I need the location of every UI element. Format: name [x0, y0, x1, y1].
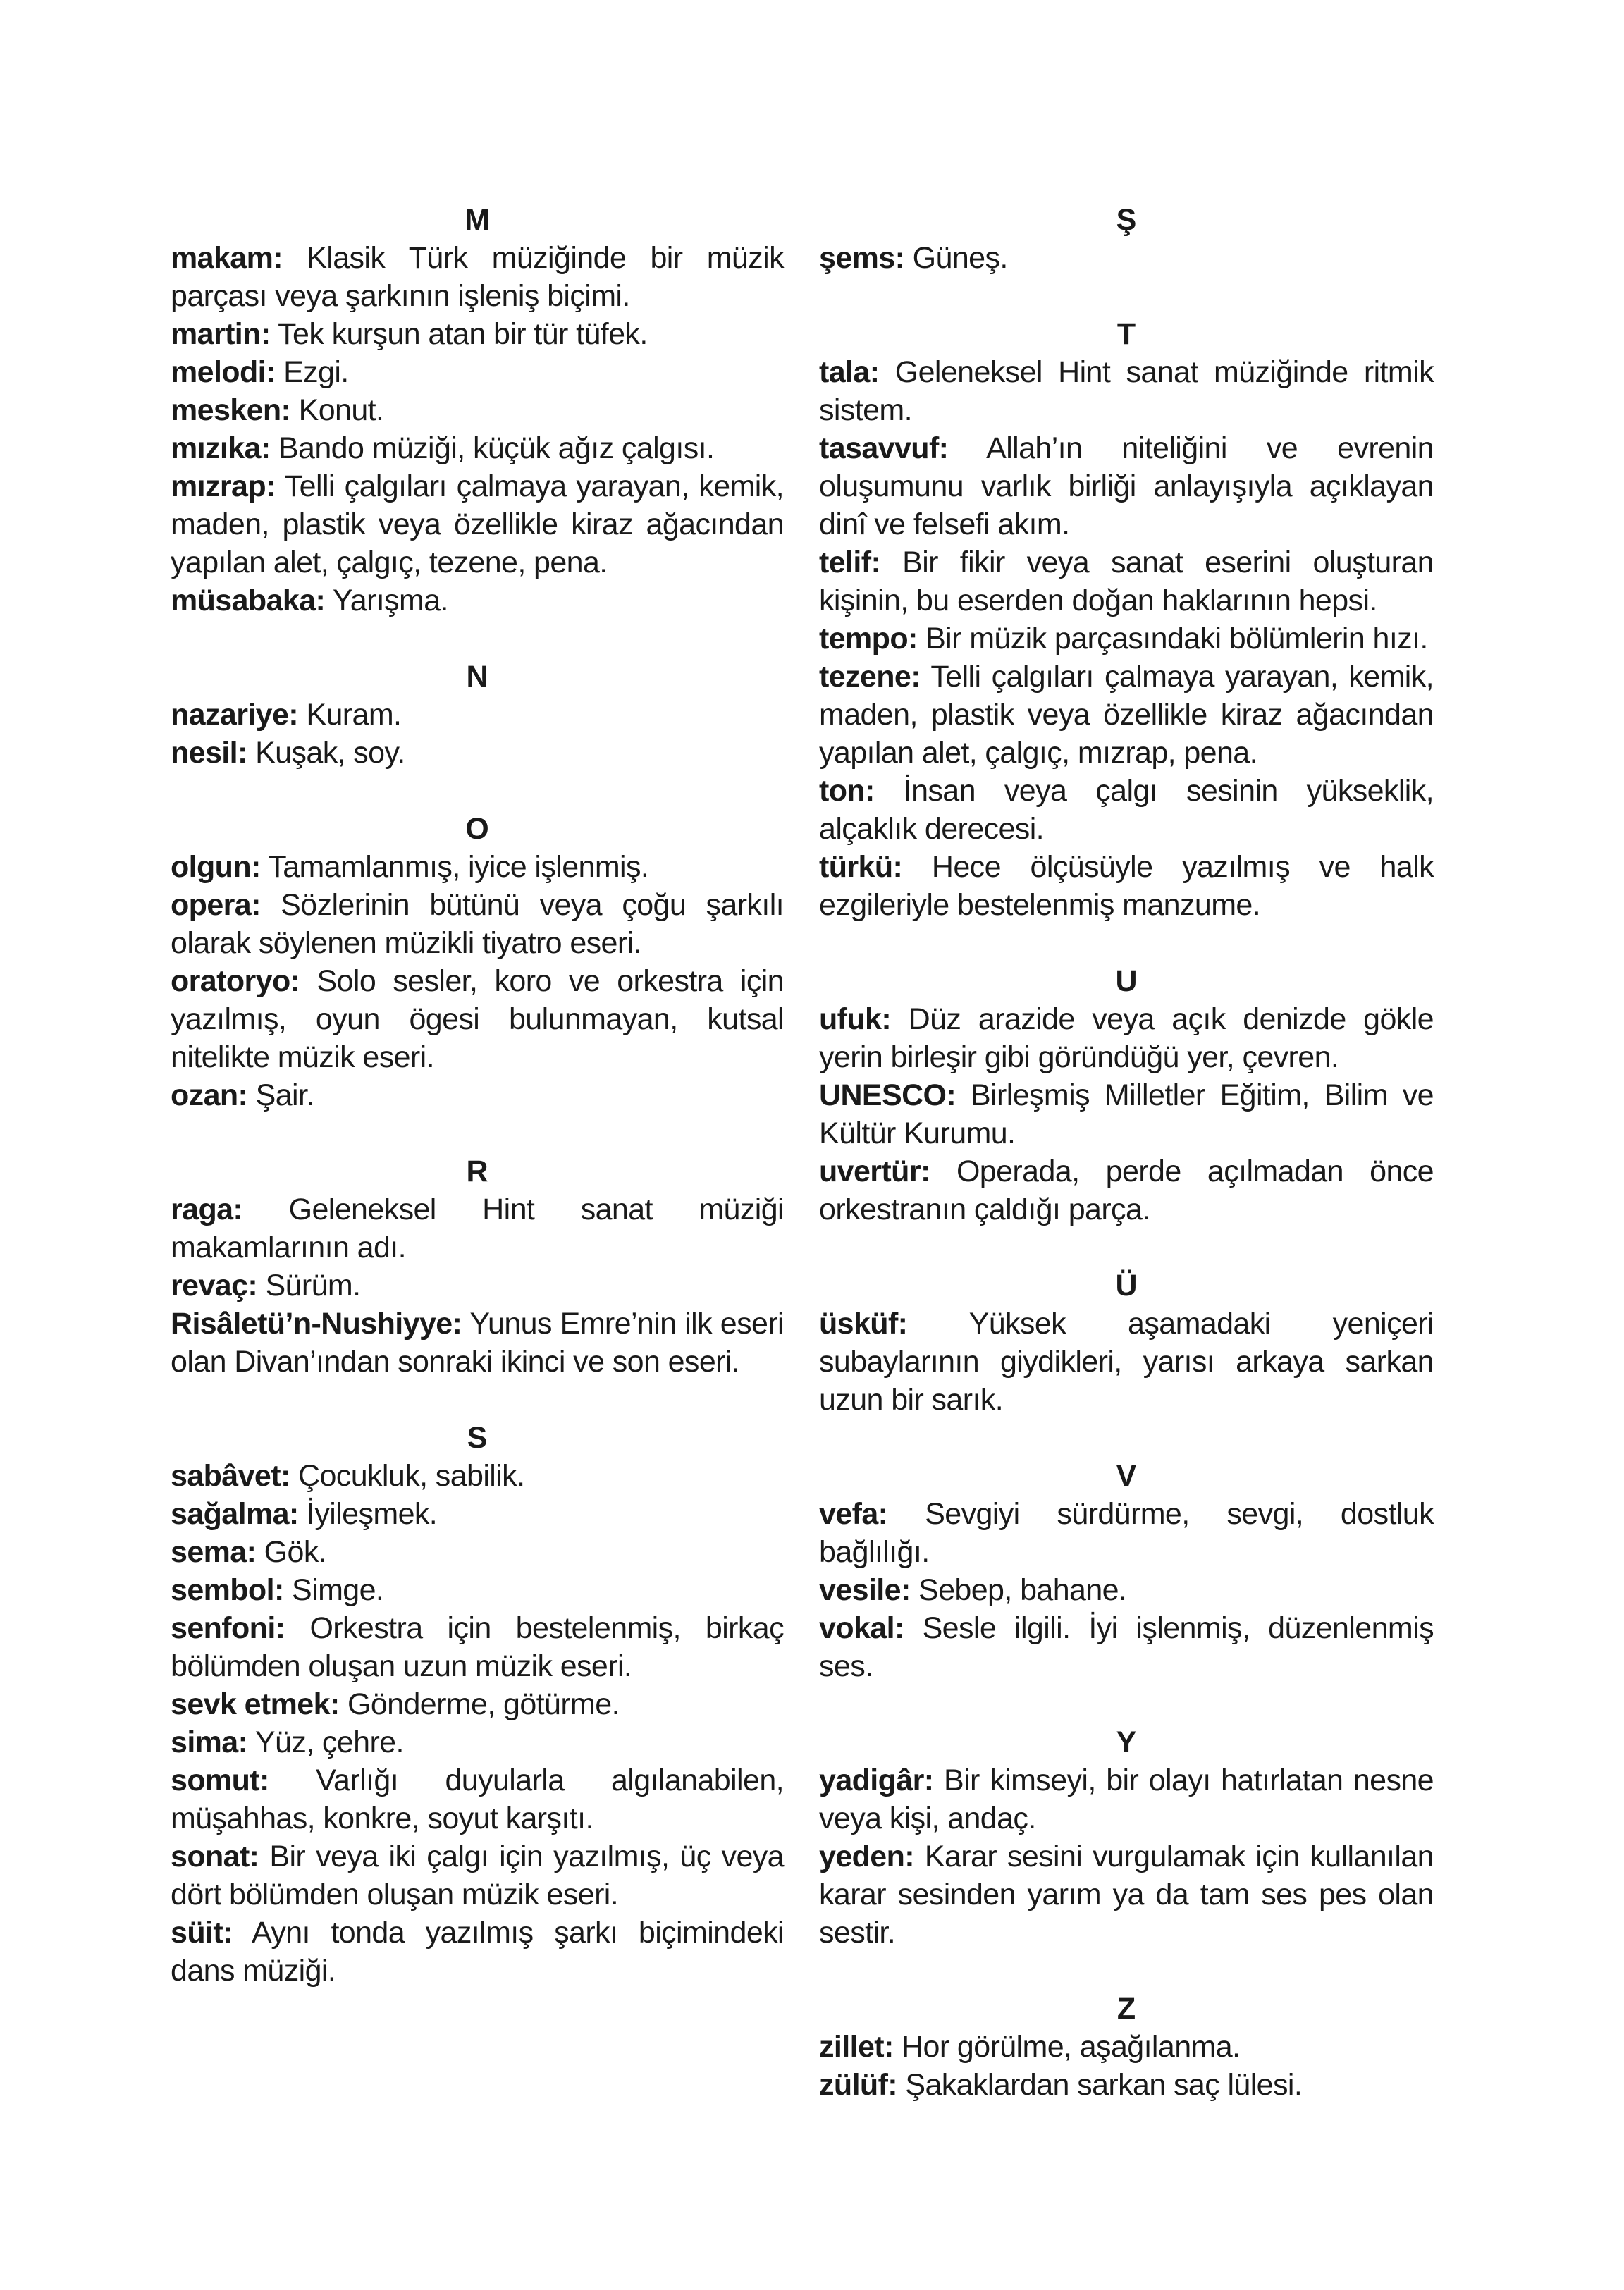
- glossary-definition: Simge.: [292, 1573, 384, 1607]
- glossary-term: vefa:: [819, 1497, 888, 1531]
- glossary-term: sonat:: [171, 1840, 259, 1873]
- glossary-entry: [819, 1571, 1434, 1609]
- glossary-section: [171, 1419, 784, 1990]
- glossary-definition: Operada, perde açılmadan önce orkestranın çaldığı parça.: [819, 1155, 1434, 1226]
- section-spacer: [171, 1114, 784, 1152]
- glossary-section: [819, 1267, 1434, 1419]
- section-letter-heading: O: [465, 812, 489, 846]
- glossary-section: [171, 1152, 784, 1381]
- glossary-entry: [171, 353, 784, 391]
- glossary-definition: Güneş.: [912, 241, 1008, 275]
- glossary-definition: Yunus Emre’nin ilk eseri olan Divan’ından sonraki ikinci ve son eseri.: [171, 1307, 784, 1379]
- glossary-entry: [171, 391, 784, 429]
- glossary-definition: Sesle ilgili. İyi işlenmiş, düzenlenmiş ses.: [819, 1611, 1434, 1683]
- glossary-term: olgun:: [171, 850, 261, 884]
- glossary-section: [819, 1723, 1434, 1952]
- glossary-term: tasavvuf:: [819, 431, 949, 465]
- glossary-definition: Telli çalgıları çalmaya yarayan, kemik, maden, plastik veya özellikle kiraz ağacından yapılan alet, çalgıç, tezene, pena.: [171, 469, 784, 579]
- glossary-entry: [171, 315, 784, 353]
- glossary-term: şems:: [819, 241, 905, 275]
- glossary-term: türkü:: [819, 850, 903, 884]
- glossary-term: telif:: [819, 546, 881, 579]
- glossary-entry: [171, 696, 784, 734]
- glossary-definition: Konut.: [298, 393, 384, 427]
- glossary-entry: [819, 1305, 1434, 1419]
- glossary-definition: İyileşmek.: [306, 1497, 438, 1531]
- glossary-entry: [819, 2028, 1434, 2066]
- glossary-term: sema:: [171, 1535, 257, 1569]
- glossary-entry: [819, 1837, 1434, 1952]
- glossary-definition: Allah’ın niteliğini ve evrenin oluşumunu varlık birliği anlayışıyla açıklayan dinî ve felsefi akım.: [819, 431, 1434, 541]
- glossary-term: ton:: [819, 774, 875, 808]
- glossary-definition: Düz arazide veya açık denizde gökle yerin birleşir gibi göründüğü yer, çevren.: [819, 1002, 1434, 1074]
- glossary-entry: [171, 581, 784, 620]
- glossary-entry: [171, 1457, 784, 1495]
- section-letter-heading: R: [466, 1155, 488, 1188]
- section-spacer: [171, 620, 784, 658]
- section-spacer: [819, 1952, 1434, 1990]
- glossary-definition: Orkestra için bestelenmiş, birkaç bölümden oluşan uzun müzik eseri.: [171, 1611, 784, 1683]
- glossary-term: opera:: [171, 888, 261, 922]
- glossary-term: yeden:: [819, 1840, 914, 1873]
- glossary-entry: [171, 1837, 784, 1914]
- glossary-entry: [819, 239, 1434, 277]
- glossary-definition: Bir fikir veya sanat eserini oluşturan kişinin, bu eserden doğan haklarının hepsi.: [819, 546, 1434, 617]
- glossary-entry: [819, 429, 1434, 543]
- glossary-entry: [171, 239, 784, 315]
- glossary-definition: Sevgiyi sürdürme, sevgi, dostluk bağlılığı.: [819, 1497, 1434, 1569]
- glossary-definition: Klasik Türk müziğinde bir müzik parçası veya şarkının işleniş biçimi.: [171, 241, 784, 313]
- glossary-term: nazariye:: [171, 698, 299, 732]
- glossary-entry: [171, 467, 784, 581]
- glossary-section: [819, 962, 1434, 1229]
- glossary-definition: Kuşak, soy.: [255, 736, 405, 770]
- glossary-column-right: [819, 201, 1434, 2104]
- section-spacer: [819, 1685, 1434, 1723]
- glossary-definition: Telli çalgıları çalmaya yarayan, kemik, maden, plastik veya özellikle kiraz ağacından yapılan alet, çalgıç, mızrap, pena.: [819, 660, 1434, 770]
- glossary-term: üsküf:: [819, 1307, 908, 1341]
- glossary-entry: [171, 1076, 784, 1114]
- glossary-definition: Şair.: [255, 1078, 314, 1112]
- glossary-definition: Yüksek aşamadaki yeniçeri subaylarının giydikleri, yarısı arkaya sarkan uzun bir sarık.: [819, 1307, 1434, 1417]
- glossary-entry: [819, 1609, 1434, 1685]
- glossary-section: [819, 201, 1434, 277]
- glossary-entry: [819, 353, 1434, 429]
- glossary-definition: Yüz, çehre.: [254, 1725, 404, 1759]
- glossary-definition: Bir kimseyi, bir olayı hatırlatan nesne veya kişi, andaç.: [819, 1763, 1434, 1835]
- glossary-definition: Varlığı duyularla algılanabilen, müşahhas, konkre, soyut karşıtı.: [171, 1763, 784, 1835]
- section-spacer: [819, 1419, 1434, 1457]
- glossary-definition: Çocukluk, sabilik.: [298, 1459, 525, 1493]
- glossary-entry: [171, 1190, 784, 1267]
- glossary-column-left: [171, 201, 784, 1990]
- glossary-term: somut:: [171, 1763, 269, 1797]
- glossary-section: [819, 1990, 1434, 2104]
- glossary-entry: [171, 734, 784, 772]
- glossary-term: UNESCO:: [819, 1078, 956, 1112]
- section-spacer: [171, 1381, 784, 1419]
- glossary-term: yadigâr:: [819, 1763, 934, 1797]
- section-letter-heading: Z: [1116, 1992, 1136, 2026]
- glossary-entry: [819, 848, 1434, 924]
- glossary-term: zillet:: [819, 2030, 894, 2064]
- glossary-definition: Sözlerinin bütünü veya çoğu şarkılı olarak söylenen müzikli tiyatro eseri.: [171, 888, 784, 960]
- section-spacer: [819, 1229, 1434, 1267]
- glossary-definition: Tamamlanmış, iyice işlenmiş.: [268, 850, 649, 884]
- glossary-definition: Geleneksel Hint sanat müziğinde ritmik sistem.: [819, 355, 1434, 427]
- glossary-section: [819, 315, 1434, 924]
- glossary-section: [171, 810, 784, 1114]
- glossary-term: Risâletü’n-Nushiyye:: [171, 1307, 462, 1341]
- glossary-definition: Gönderme, götürme.: [347, 1687, 620, 1721]
- glossary-entry: [171, 1723, 784, 1761]
- glossary-term: sağalma:: [171, 1497, 299, 1531]
- section-letter-heading: Ü: [1115, 1269, 1138, 1303]
- glossary-term: sembol:: [171, 1573, 284, 1607]
- glossary-definition: Gök.: [264, 1535, 327, 1569]
- glossary-definition: Kuram.: [306, 698, 402, 732]
- glossary-term: mesken:: [171, 393, 291, 427]
- section-letter-heading: N: [466, 660, 488, 694]
- section-letter-heading: S: [467, 1421, 488, 1455]
- section-spacer: [819, 924, 1434, 962]
- glossary-term: sabâvet:: [171, 1459, 290, 1493]
- glossary-definition: Karar sesini vurgulamak için kullanılan karar sesinden yarım ya da tam ses pes olan sestir.: [819, 1840, 1434, 1950]
- glossary-definition: Bir veya iki çalgı için yazılmış, üç veya dört bölümden oluşan müzik eseri.: [171, 1840, 784, 1912]
- glossary-term: mızrap:: [171, 469, 276, 503]
- section-spacer: [819, 277, 1434, 315]
- glossary-definition: Ezgi.: [283, 355, 349, 389]
- glossary-term: martin:: [171, 317, 271, 351]
- section-letter-heading: Y: [1116, 1725, 1137, 1759]
- glossary-definition: Birleşmiş Milletler Eğitim, Bilim ve Kültür Kurumu.: [819, 1078, 1434, 1150]
- glossary-entry: [171, 1495, 784, 1533]
- glossary-entry: [819, 772, 1434, 848]
- glossary-entry: [171, 886, 784, 962]
- glossary-term: müsabaka:: [171, 584, 326, 617]
- glossary-definition: Solo sesler, koro ve orkestra için yazılmış, oyun ögesi bulunmayan, kutsal nitelikte müzik eseri.: [171, 964, 784, 1074]
- glossary-definition: Geleneksel Hint sanat müziği makamlarının adı.: [171, 1193, 784, 1264]
- glossary-definition: Sebep, bahane.: [918, 1573, 1127, 1607]
- glossary-definition: Hece ölçüsüyle yazılmış ve halk ezgileriyle bestelenmiş manzume.: [819, 850, 1434, 922]
- glossary-section: [171, 658, 784, 772]
- glossary-entry: [171, 1305, 784, 1381]
- glossary-entry: [171, 1914, 784, 1990]
- glossary-entry: [819, 1076, 1434, 1152]
- glossary-entry: [819, 1152, 1434, 1229]
- glossary-term: sevk etmek:: [171, 1687, 340, 1721]
- glossary-entry: [171, 429, 784, 467]
- glossary-section: [819, 1457, 1434, 1685]
- glossary-entry: [171, 1267, 784, 1305]
- section-letter-heading: U: [1115, 964, 1138, 998]
- glossary-entry: [819, 543, 1434, 620]
- glossary-term: ufuk:: [819, 1002, 892, 1036]
- glossary-term: melodi:: [171, 355, 276, 389]
- glossary-term: süit:: [171, 1916, 233, 1950]
- glossary-definition: Aynı tonda yazılmış şarkı biçimindeki dans müziği.: [171, 1916, 784, 1988]
- glossary-term: tala:: [819, 355, 880, 389]
- glossary-entry: [819, 620, 1434, 658]
- glossary-term: revaç:: [171, 1269, 258, 1303]
- glossary-term: oratoryo:: [171, 964, 300, 998]
- glossary-section: [171, 201, 784, 620]
- glossary-entry: [171, 1609, 784, 1685]
- glossary-entry: [171, 848, 784, 886]
- section-letter-heading: Ş: [1116, 203, 1137, 237]
- glossary-entry: [171, 1571, 784, 1609]
- glossary-entry: [171, 1685, 784, 1723]
- glossary-term: nesil:: [171, 736, 247, 770]
- glossary-term: raga:: [171, 1193, 243, 1226]
- glossary-definition: Tek kurşun atan bir tür tüfek.: [278, 317, 648, 351]
- glossary-definition: Şakaklardan sarkan saç lülesi.: [905, 2068, 1303, 2102]
- glossary-definition: Yarışma.: [332, 584, 448, 617]
- glossary-term: sima:: [171, 1725, 248, 1759]
- glossary-entry: [171, 1761, 784, 1837]
- glossary-term: tezene:: [819, 660, 921, 694]
- glossary-definition: Hor görülme, aşağılanma.: [902, 2030, 1241, 2064]
- glossary-term: uvertür:: [819, 1155, 930, 1188]
- glossary-entry: [819, 1000, 1434, 1076]
- glossary-entry: [819, 1495, 1434, 1571]
- section-spacer: [171, 772, 784, 810]
- glossary-entry: [819, 1761, 1434, 1837]
- glossary-definition: Bando müziği, küçük ağız çalgısı.: [278, 431, 715, 465]
- glossary-entry: [171, 962, 784, 1076]
- glossary-definition: Bir müzik parçasındaki bölümlerin hızı.: [925, 622, 1428, 655]
- glossary-entry: [819, 658, 1434, 772]
- glossary-definition: İnsan veya çalgı sesinin yükseklik, alçaklık derecesi.: [819, 774, 1434, 846]
- glossary-entry: [171, 1533, 784, 1571]
- glossary-term: vesile:: [819, 1573, 911, 1607]
- glossary-term: ozan:: [171, 1078, 248, 1112]
- glossary-term: makam:: [171, 241, 283, 275]
- glossary-definition: Sürüm.: [265, 1269, 361, 1303]
- section-letter-heading: V: [1116, 1459, 1137, 1493]
- section-letter-heading: M: [465, 203, 490, 237]
- glossary-term: senfoni:: [171, 1611, 285, 1645]
- glossary-term: mızıka:: [171, 431, 271, 465]
- glossary-term: zülüf:: [819, 2068, 898, 2102]
- glossary-term: tempo:: [819, 622, 918, 655]
- glossary-term: vokal:: [819, 1611, 904, 1645]
- glossary-entry: [819, 2066, 1434, 2104]
- section-letter-heading: T: [1116, 317, 1136, 351]
